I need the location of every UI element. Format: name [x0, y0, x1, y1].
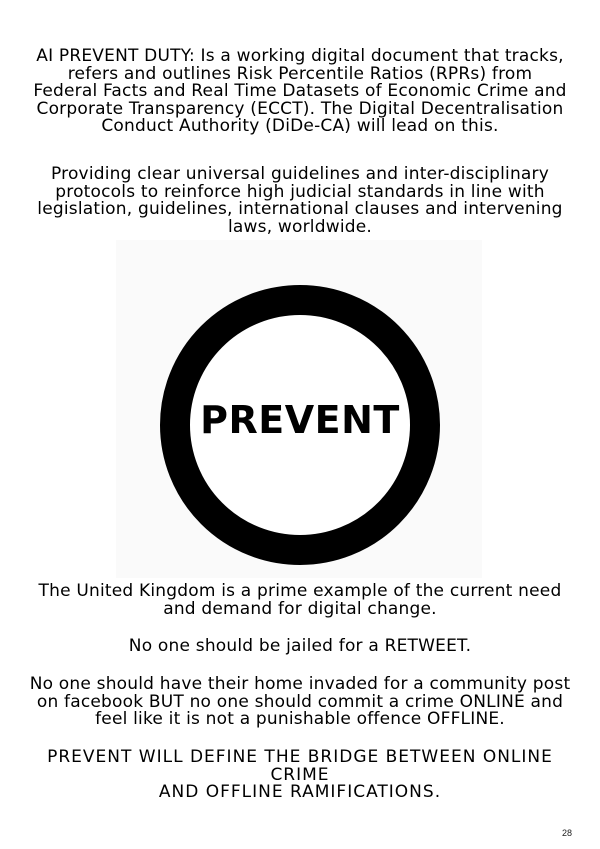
page-number: 28 — [561, 828, 572, 838]
retweet-statement: No one should be jailed for a RETWEET. — [128, 636, 472, 656]
purpose-paragraph: Providing clear universal guidelines and inter-disciplinary protocols to reinforce high judicial standards in line with legislation, guidelines, international clauses and intervening laws, worldwide. — [37, 164, 563, 237]
bridge-statement: PREVENT WILL DEFINE THE BRIDGE BETWEEN ONLINE CRIME AND OFFLINE RAMIFICATIONS. — [47, 747, 553, 802]
prevent-logo-label: PREVENT — [200, 398, 400, 442]
intro-paragraph: AI PREVENT DUTY: Is a working digital document that tracks, refers and outlines Risk Percentile Ratios (RPRs) from Federal Facts and Real Time Datasets of Economic Crime and Corporate Transparency (ECCT). The Digital Decentralisation Conduct Authority (DiDe-CA) will lead on this. — [33, 46, 567, 136]
uk-example-paragraph: The United Kingdom is a prime example of the current need and demand for digital change. — [38, 581, 562, 619]
home-invaded-paragraph: No one should have their home invaded for a community post on facebook BUT no one should commit a crime ONLINE and feel like it is not a punishable offence OFFLINE. — [29, 674, 571, 729]
